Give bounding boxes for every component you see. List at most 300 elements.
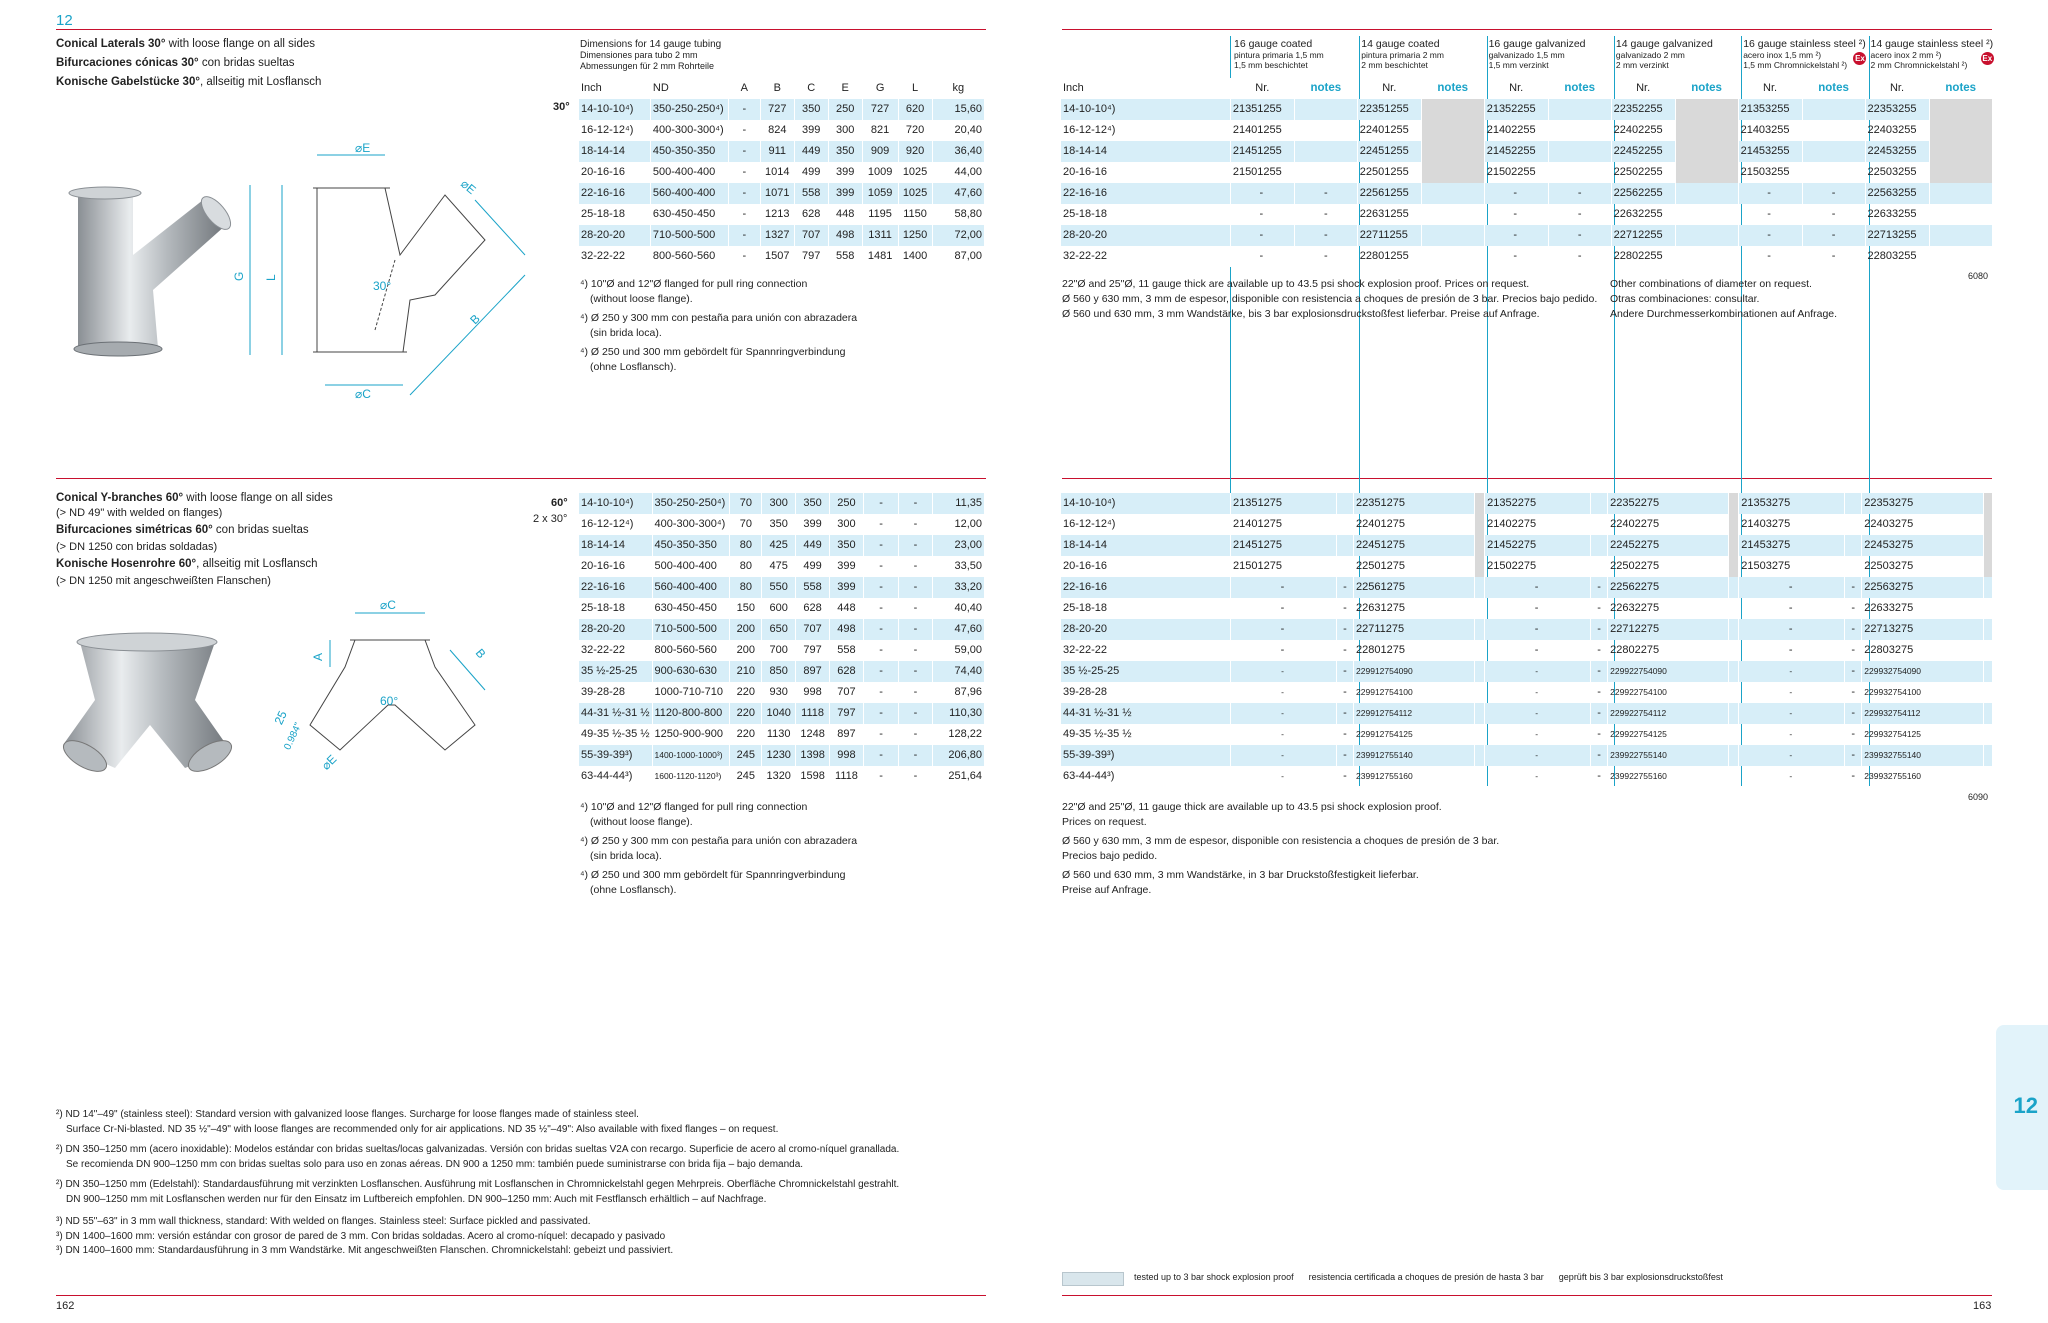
cell-nr: 22563255 [1865,183,1929,204]
cell-notes [1548,141,1611,162]
cell-notes [1475,682,1485,703]
cell-notes [1294,162,1357,183]
cell-notes: - [1802,246,1865,267]
table-header: Inch Nr. notes Nr. notes Nr. notes Nr. notes Nr. notes Nr. notes [1061,78,1993,99]
cell-g: 821 [862,120,898,141]
table-row [579,493,985,514]
cell-e: 448 [828,204,862,225]
cell-c: 998 [796,682,830,703]
cell-e: 498 [830,619,864,640]
cell-nr: 21351275 [1231,493,1337,514]
cell-nr: 22633275 [1862,598,1983,619]
cell-c: 558 [794,183,828,204]
cell-g: - [863,682,898,703]
cell-g: - [863,724,898,745]
table-row [1061,183,1993,204]
cell-g: 1481 [862,246,898,267]
cell-inch: 32-22-22 [579,246,651,267]
svg-text:B: B [467,311,483,328]
cell-nr: 22631275 [1354,598,1475,619]
cell-nr: 22801275 [1354,640,1475,661]
cell-notes: - [1802,204,1865,225]
cell-notes [1983,598,1992,619]
cell-notes [1929,99,1992,120]
cell-e: 558 [830,640,864,661]
cell-nr: 21502275 [1485,556,1591,577]
table-row [579,619,985,640]
cell-notes [1729,745,1739,766]
cell-b: 425 [762,535,796,556]
cell-c: 1118 [796,703,830,724]
table-row [579,120,985,141]
cell-b: 1071 [760,183,794,204]
cell-nr: 22801255 [1357,246,1421,267]
cell-nd: 1400-1000-1000³) [652,745,730,766]
cell-notes [1421,225,1484,246]
cell-nr: 229922754125 [1608,724,1729,745]
cell-notes [1294,99,1357,120]
ybranch-60-photo [55,630,235,770]
cell-notes: - [1591,640,1608,661]
group-header-1: 14 gauge coated pintura primaria 2 mm 2 mm beschichtet [1361,38,1444,70]
cell-notes [1675,204,1738,225]
cell-nr: 22351255 [1357,99,1421,120]
cell-notes [1983,493,1992,514]
cell-notes: - [1548,204,1611,225]
cell-notes [1591,535,1608,556]
cell-notes [1983,745,1992,766]
cell-nr: - [1739,724,1845,745]
cell-notes [1729,766,1739,787]
cell-inch: 16-12-12⁴) [1061,514,1231,535]
cell-e: 350 [830,535,864,556]
cell-notes [1983,766,1992,787]
cell-g: 909 [862,141,898,162]
cell-nr: - [1738,183,1802,204]
cell-notes [1802,162,1865,183]
cell-nd: 630-450-450 [650,204,728,225]
table-row [1061,141,1993,162]
cell-c: 499 [794,162,828,183]
table-row [1061,556,1993,577]
cell-nr: 22352275 [1608,493,1729,514]
cell-notes: - [1845,745,1862,766]
cell-nr: 22501255 [1357,162,1421,183]
cell-a: - [728,162,760,183]
cell-notes [1929,162,1992,183]
cell-nr: 22713275 [1862,619,1983,640]
svg-text:60°: 60° [380,694,399,708]
bottom-angle: 60° [551,497,568,509]
cell-inch: 22-16-16 [579,183,651,204]
cell-c: 350 [794,99,828,120]
cell-nr: 22452255 [1611,141,1675,162]
cell-c: 1398 [796,745,830,766]
cell-notes [1475,745,1485,766]
cell-nr: 22712275 [1608,619,1729,640]
table-header: Inch ND A B C E G L kg [579,78,985,99]
table-row [579,535,985,556]
cell-notes: - [1591,682,1608,703]
cell-kg: 251,64 [932,766,984,787]
cell-notes [1548,162,1611,183]
cell-notes [1591,514,1608,535]
cell-notes [1675,225,1738,246]
cell-nr: 229932754112 [1862,703,1983,724]
cell-b: 1327 [760,225,794,246]
cell-notes [1929,183,1992,204]
cell-c: 1248 [796,724,830,745]
cell-nr: - [1230,183,1294,204]
cell-nr: 22561255 [1357,183,1421,204]
cell-nd: 1600-1120-1120³) [652,766,730,787]
svg-text:25: 25 [271,708,290,727]
cell-a: - [728,225,760,246]
cell-nr: 22402275 [1608,514,1729,535]
cell-g: - [863,703,898,724]
cell-inch: 14-10-10⁴) [579,493,653,514]
cell-nd: 450-350-350 [650,141,728,162]
cell-notes [1475,724,1485,745]
bottom-footnotes: ⁴) 10"Ø and 12"Ø flanged for pull ring connection (without loose flange). ⁴) Ø 250 y 300 mm con pestaña para unión con abrazadera (sin brida loca). ⁴) Ø 250 und 300 mm gebördelt für Spannringverbindung (ohne Losflansch). [580,801,858,896]
cell-nr: 21451255 [1230,141,1294,162]
cell-nr: 22451255 [1357,141,1421,162]
cell-g: 1059 [862,183,898,204]
cell-nr: 239932755140 [1862,745,1983,766]
cell-notes [1845,514,1862,535]
cell-notes [1475,619,1485,640]
table-row [579,225,985,246]
cell-nr: 229912754112 [1354,703,1475,724]
cell-nr: - [1739,766,1845,787]
table-row [1061,246,1993,267]
table-row [579,204,985,225]
cell-notes [1729,619,1739,640]
cell-b: 930 [762,682,796,703]
cell-g: 1195 [862,204,898,225]
cell-inch: 22-16-16 [1061,577,1231,598]
cell-nr: 21501255 [1230,162,1294,183]
cell-c: 558 [796,577,830,598]
cell-nr: - [1230,246,1294,267]
table-row [1061,514,1993,535]
cell-notes [1802,120,1865,141]
cell-nr: 22712255 [1611,225,1675,246]
top-rule-left [56,29,986,30]
cell-notes: - [1591,766,1608,787]
cell-notes [1929,225,1992,246]
cell-b: 550 [762,577,796,598]
bottom-rule-left [56,1295,986,1296]
cell-c: 797 [796,640,830,661]
cell-nd: 500-400-400 [652,556,730,577]
cell-nr: 22803255 [1865,246,1929,267]
cell-c: 707 [794,225,828,246]
cell-kg: 128,22 [932,724,984,745]
table-row [579,577,985,598]
cell-notes [1675,120,1738,141]
cell-nr: - [1485,598,1591,619]
cell-b: 600 [762,598,796,619]
cell-l: - [899,682,932,703]
cell-a: 70 [730,514,762,535]
cell-inch: 25-18-18 [579,598,653,619]
cell-e: 897 [830,724,864,745]
cell-notes [1729,493,1739,514]
cell-notes [1421,183,1484,204]
cell-inch: 28-20-20 [579,619,653,640]
cell-notes [1475,640,1485,661]
cell-b: 1213 [760,204,794,225]
cell-kg: 33,50 [932,556,984,577]
cell-nr: 22633255 [1865,204,1929,225]
cell-b: 300 [762,493,796,514]
cell-notes: - [1337,682,1354,703]
cell-nr: - [1739,682,1845,703]
cell-nr: - [1231,598,1337,619]
cell-kg: 74,40 [932,661,984,682]
cell-nr: - [1485,703,1591,724]
cell-inch: 28-20-20 [579,225,651,246]
cell-notes [1675,141,1738,162]
bottom-dimension-table [578,493,984,787]
cell-notes [1421,99,1484,120]
cell-notes [1983,535,1992,556]
top-right-notes: 22"Ø and 25"Ø, 11 gauge thick are available up to 43.5 psi shock explosion proof. Prices on request. Ø 560 y 630 mm, 3 mm de espesor, disponible con resistencia a choques de presión de 3 bar. Precios bajo pedido. Ø 560 und 630 mm, 3 mm Wandstärke, bis 3 bar explosionsdruckstoßfest lieferbar. Preise auf Anfrage. [1062,278,1598,320]
top-titles: Conical Laterals 30° with loose flange on all sides Bifurcaciones cónicas 30° con bridas sueltas Konische Gabelstücke 30°, allseitig mit Losflansch [56,38,322,88]
cell-nr: 239922755140 [1608,745,1729,766]
cell-nr: 22562275 [1608,577,1729,598]
cell-notes: - [1294,183,1357,204]
cell-e: 300 [830,514,864,535]
cell-nr: - [1738,225,1802,246]
cell-e: 1118 [830,766,864,787]
table-row [579,99,985,120]
cell-notes [1983,556,1992,577]
cell-nr: - [1485,766,1591,787]
cell-notes [1421,204,1484,225]
cell-nd: 450-350-350 [652,535,730,556]
cell-kg: 59,00 [932,640,984,661]
cell-nr: 22401255 [1357,120,1421,141]
cell-g: - [863,535,898,556]
cell-inch: 14-10-10⁴) [579,99,651,120]
cell-inch: 35 ½-25-25 [1061,661,1231,682]
cell-c: 499 [796,556,830,577]
cell-e: 998 [830,745,864,766]
cell-notes [1475,514,1485,535]
cell-nr: 22451275 [1354,535,1475,556]
cell-kg: 87,96 [932,682,984,703]
cell-inch: 44-31 ½-31 ½ [1061,703,1231,724]
cell-nr: 22403275 [1862,514,1983,535]
bottom-order-table [1060,493,1992,787]
cell-notes [1475,493,1485,514]
cell-notes: - [1294,204,1357,225]
cell-kg: 47,60 [932,183,984,204]
table-row [579,661,985,682]
cell-notes [1548,120,1611,141]
cell-b: 727 [760,99,794,120]
cell-notes [1421,141,1484,162]
group-header-3: 14 gauge galvanized galvanizado 2 mm 2 mm verzinkt [1615,38,1713,70]
cell-notes [1591,556,1608,577]
cell-nr: - [1485,577,1591,598]
cell-nr: 21503255 [1738,162,1802,183]
table-row [1061,619,1993,640]
cell-notes [1294,141,1357,162]
cell-notes [1845,493,1862,514]
cell-nd: 630-450-450 [652,598,730,619]
top-order-table [1060,78,1992,267]
cell-nr: - [1739,577,1845,598]
cell-a: 245 [730,745,762,766]
cell-c: 1598 [796,766,830,787]
cell-notes: - [1337,640,1354,661]
table-row [579,183,985,204]
cell-l: - [899,661,932,682]
cell-g: - [863,577,898,598]
cell-nr: - [1231,703,1337,724]
cell-nr: - [1739,703,1845,724]
cell-notes: - [1337,766,1354,787]
cell-a: 200 [730,619,762,640]
cell-notes [1729,556,1739,577]
cell-nr: - [1485,619,1591,640]
table-row [579,598,985,619]
cell-g: 1009 [862,162,898,183]
top-dimension-table [578,78,984,267]
cell-e: 628 [830,661,864,682]
svg-text:A: A [311,652,325,661]
cell-notes [1929,120,1992,141]
cell-notes: - [1548,183,1611,204]
legend-swatch [1062,1272,1124,1286]
cell-l: 1150 [898,204,932,225]
cell-notes: - [1548,225,1611,246]
cell-a: 220 [730,682,762,703]
cell-nd: 500-400-400 [650,162,728,183]
cell-kg: 206,80 [932,745,984,766]
cell-nr: 21403275 [1739,514,1845,535]
cell-b: 1320 [762,766,796,787]
cell-notes: - [1845,703,1862,724]
page-number-right: 163 [1973,1300,1992,1312]
section-side-tab[interactable]: 12 [1996,1025,2048,1190]
table-row [579,141,985,162]
cell-notes: - [1337,703,1354,724]
cell-notes: - [1591,745,1608,766]
cell-b: 1040 [762,703,796,724]
cell-g: - [863,745,898,766]
cell-inch: 22-16-16 [1061,183,1231,204]
cell-inch: 18-14-14 [1061,141,1231,162]
cell-notes: - [1591,598,1608,619]
cell-nd: 900-630-630 [652,661,730,682]
cell-nr: 229912754090 [1354,661,1475,682]
cell-inch: 32-22-22 [1061,246,1231,267]
dims-header-top: Dimensions for 14 gauge tubing Dimensiones para tubo 2 mm Abmessungen für 2 mm Rohrteile [580,39,722,71]
cell-nr: - [1485,682,1591,703]
cell-nr: 239912755140 [1354,745,1475,766]
cell-g: - [863,556,898,577]
cell-notes [1475,556,1485,577]
cell-notes [1729,514,1739,535]
cell-l: - [899,745,932,766]
cell-nr: 22501275 [1354,556,1475,577]
cell-l: 720 [898,120,932,141]
cell-kg: 58,80 [932,204,984,225]
cell-notes: - [1591,703,1608,724]
cell-inch: 16-12-12⁴) [579,120,651,141]
svg-text:0.984": 0.984" [282,721,305,752]
cell-inch: 35 ½-25-25 [579,661,653,682]
cell-nd: 800-560-560 [650,246,728,267]
cell-nr: 21453275 [1739,535,1845,556]
cell-a: - [728,141,760,162]
table-row [1061,598,1993,619]
cell-a: 80 [730,535,762,556]
cell-notes: - [1337,745,1354,766]
cell-notes: - [1548,246,1611,267]
top-right-notes-2: Other combinations of diameter on request. Otras combinaciones: consultar. Andere Durchmesserkombinationen auf Anfrage. [1610,278,1838,320]
bottom-right-notes: 22"Ø and 25"Ø, 11 gauge thick are available up to 43.5 psi shock explosion proof. Prices on request. Ø 560 y 630 mm, 3 mm de espesor, disponible con resistencia a choques de presión de 3 bar. Precios bajo pedido. Ø 560 und 630 mm, 3 mm Wandstärke, in 3 bar Druckstoßfestigkeit lieferbar. Preise auf Anfrage. [1062,801,1500,896]
cell-a: - [728,120,760,141]
cell-nr: 21401275 [1231,514,1337,535]
cell-notes [1337,493,1354,514]
cell-nr: 22803275 [1862,640,1983,661]
cell-c: 897 [796,661,830,682]
cell-l: - [899,598,932,619]
cell-notes: - [1845,619,1862,640]
explosion-proof-icon: Ex [1982,54,1993,63]
general-footnotes: ²) ND 14"–49" (stainless steel): Standard version with galvanized loose flanges. Surcharge for loose flanges made of stainless steel. Surface Cr-Ni-blasted. ND 35 ½"–49" with loose flanges are recommended only for air applications. ND 35 ½"–49": Also available with fixed flanges – on request. ²) DN 350–1250 mm (acero inoxidable): Modelos estándar con bridas sueltas/locas galvanizadas. Versión con bridas sueltas V2A con recargo. Superficie de acero al cromo-níquel granallada. Se recomienda DN 900–1250 mm con bridas sueltas solo para uso en zonas aéreas. DN 900 a 1250 mm: también puede suministrarse con brida fija – bajo demanda. ²) DN 350–1250 mm (Edelstahl): Standardausführung mit verzinkten Losflanschen. Ausführung mit Losflanschen in Chromnickelstahl gegen Mehrpreis. Oberfläche Chromnickelstahl gestrahlt. DN 900–1250 mm mit Losflanschen werden nur für den Einsatz im Luftbereich empfohlen. DN 900–1250 mm: Auch mit Festflansch erhältlich – auf Nachfrage. ³) ND 55"–63" in 3 mm wall thickness, standard: With welded on flanges. Stainless steel: Surface pickled and passivated. ³) DN 1400–1600 mm: versión estándar con grosor de pared de 3 mm. Con bridas soldadas. Acero al cromo-níquel: decapado y pasivado ³) DN 1400–1600 mm: Standardausführung in 3 mm Wandstärke. Mit angeschweißten Flanschen. Chromnickelstahl: gebeizt und passiviert. [56,1109,900,1256]
cell-notes [1983,514,1992,535]
cell-inch: 16-12-12⁴) [579,514,653,535]
cell-notes [1845,535,1862,556]
cell-notes [1421,246,1484,267]
cell-notes: - [1845,724,1862,745]
cell-e: 250 [830,493,864,514]
cell-nd: 1000-710-710 [652,682,730,703]
cell-g: - [863,640,898,661]
cell-notes [1475,535,1485,556]
cell-l: - [899,724,932,745]
cell-nr: 229932754090 [1862,661,1983,682]
cell-nr: - [1739,640,1845,661]
cell-inch: 25-18-18 [579,204,651,225]
svg-text:⌀E: ⌀E [355,141,371,155]
cell-nr: - [1231,577,1337,598]
cell-nr: 229912754100 [1354,682,1475,703]
cell-e: 498 [828,225,862,246]
cell-notes [1337,514,1354,535]
cell-nr: 22403255 [1865,120,1929,141]
cell-notes [1729,682,1739,703]
cell-inch: 14-10-10⁴) [1061,99,1231,120]
cell-l: - [899,577,932,598]
cell-nr: 22453275 [1862,535,1983,556]
svg-text:⌀C: ⌀C [380,598,396,612]
cell-nr: 22402255 [1611,120,1675,141]
cell-notes: - [1591,619,1608,640]
cell-a: - [728,246,760,267]
cell-nr: 229922754090 [1608,661,1729,682]
cell-g: - [863,619,898,640]
cell-nr: - [1231,640,1337,661]
cell-notes [1983,703,1992,724]
cell-kg: 40,40 [932,598,984,619]
